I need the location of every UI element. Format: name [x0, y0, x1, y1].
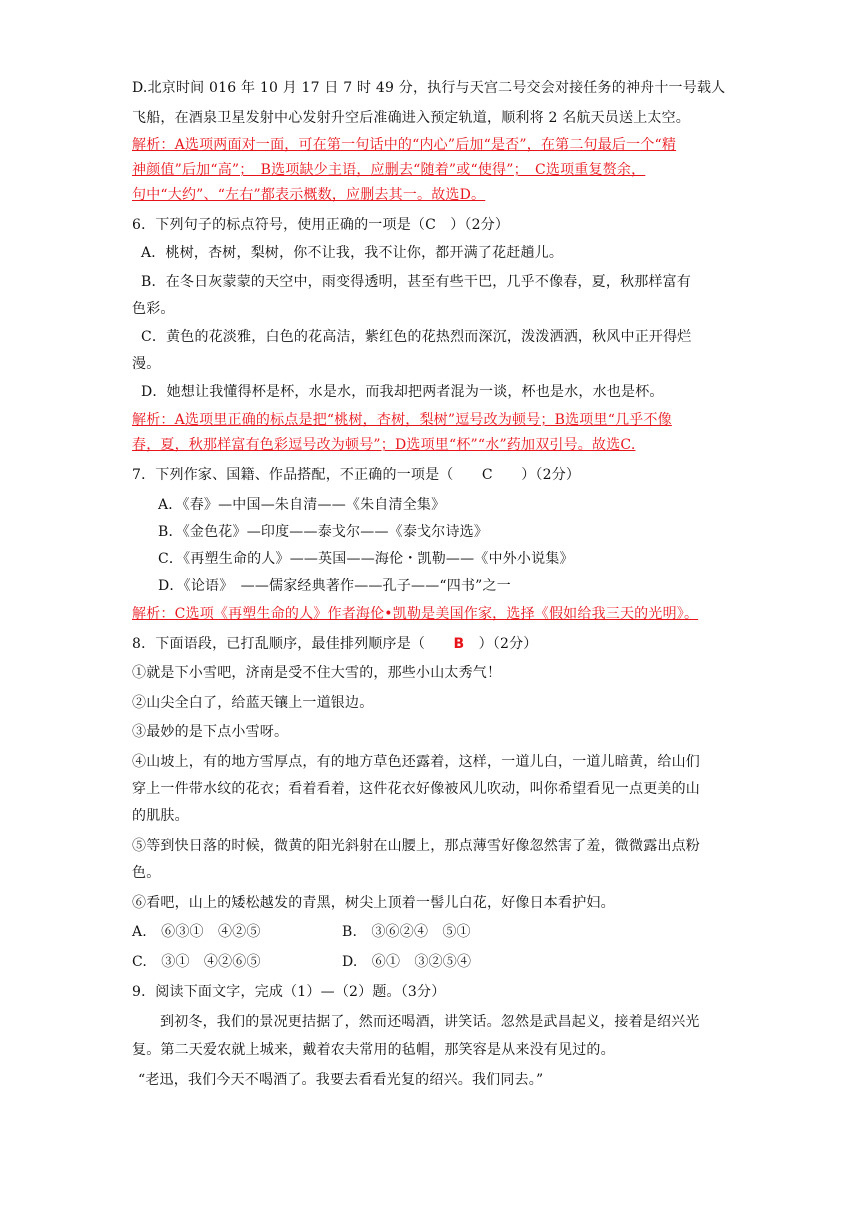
q7-stem: 7．下列作家、国籍、作品搭配，不正确的一项是（ C ）（2分）: [132, 467, 581, 483]
q8-stem-post: ）（2分）: [464, 636, 538, 652]
q6-option-a: A．桃树，杏树，梨树，你不让我，我不让你，都开满了花赶趟儿。: [141, 245, 564, 261]
q8-option-a: A. ⑥③① ④②⑤: [132, 924, 261, 940]
q8-sentence-1: ①就是下小雪吧，济南是受不住大雪的，那些小山太秀气！: [132, 665, 502, 681]
q5-option-d-line1: D.北京时间 016 年 10 月 17 日 7 时 49 分，执行与天宫二号交会对接任务的神舟十一号载人: [132, 80, 726, 96]
q8-option-b: B. ③⑥②④ ⑤①: [342, 924, 471, 940]
q9-passage-p2: “老迅，我们今天不喝酒了。我要去看看光复的绍兴。我们同去。”: [138, 1072, 544, 1088]
q8-sentence-5-line2: 色。: [132, 865, 161, 881]
q7-option-b: B．《金色花》—印度——泰戈尔——《泰戈尔诗选》: [158, 524, 489, 540]
q6-option-c-line1: C．黄色的花淡雅，白色的花高洁，紫红色的花热烈而深沉，泼泼洒洒，秋风中正开得烂: [141, 329, 692, 345]
q5-analysis-line2: 神颜值”后加“高”； B选项缺少主语，应删去“随着”或“使得”； C选项重复赘余，: [132, 162, 646, 178]
q8-sentence-4-line1: ④山坡上，有的地方雪厚点，有的地方草色还露着，这样，一道儿白，一道儿暗黄，给山们: [132, 754, 700, 770]
q5-option-d-line2: 飞船，在酒泉卫星发射中心发射升空后准确进入预定轨道，顺利将 2 名航天员送上太空。: [132, 110, 691, 126]
q8-sentence-5-line1: ⑤等到快日落的时候，微黄的阳光斜射在山腰上，那点薄雪好像忽然害了羞，微微露出点粉: [132, 838, 700, 854]
q7-option-d: D．《论语》 ——儒家经典著作——孔子——“四书”之一: [158, 578, 511, 594]
q6-option-d: D．她想让我懂得杯是杯，水是水，而我却把两者混为一谈，杯也是水，水也是杯。: [141, 384, 664, 400]
q8-sentence-6: ⑥看吧，山上的矮松越发的青黑，树尖上顶着一髻儿白花，好像日本看护妇。: [132, 895, 615, 911]
q7-option-c: C．《再塑生命的人》——英国——海伦・凯勒——《中外小说集》: [158, 551, 574, 567]
q8-sentence-2: ②山尖全白了，给蓝天镶上一道银边。: [132, 695, 374, 711]
q8-sentence-3: ③最妙的是下点小雪呀。: [132, 724, 289, 740]
q8-sentence-4-line3: 的肌肤。: [132, 808, 189, 824]
q6-option-c-line2: 漫。: [132, 356, 161, 372]
q8-option-d: D. ⑥① ③②⑤④: [342, 954, 472, 970]
q9-passage-p1-line2: 复。第二天爱农就上城来，戴着农夫常用的毡帽，那笑容是从来没有见过的。: [132, 1042, 615, 1058]
q8-answer: B: [453, 636, 465, 652]
q8-sentence-4-line2: 穿上一件带水纹的花衣；看着看着，这件花衣好像被风儿吹动，叫你希望看见一点更美的山: [132, 781, 700, 797]
q6-option-b-line2: 色彩。: [132, 301, 175, 317]
q7-option-a: A．《春》—中国—朱自清——《朱自清全集》: [158, 497, 446, 513]
q9-passage-p1-line1: 到初冬，我们的景况更拮据了，然而还喝酒，讲笑话。忽然是武昌起义，接着是绍兴光: [160, 1014, 700, 1030]
q8-stem: [132, 634, 732, 654]
q6-analysis-line2: 春，夏，秋那样富有色彩逗号改为顿号”；D选项里“杯”“水”药加双引号。故选C.: [132, 437, 636, 453]
q5-analysis-line1: 解析：A选项两面对一面，可在第一句话中的“内心”后加“是否”，在第二句最后一个“精: [132, 137, 677, 153]
q9-stem: 9．阅读下面文字，完成（1）—（2）题。（3分）: [132, 984, 446, 1000]
q7-analysis: 解析：C选项《再塑生命的人》作者海伦•凯勒是美国作家，选择《假如给我三天的光明》。: [132, 606, 699, 622]
q6-stem: 6．下列句子的标点符号，使用正确的一项是（C ）（2分）: [132, 217, 510, 233]
q6-analysis-line1: 解析：A选项里正确的标点是把“桃树，杏树，梨树”逗号改为顿号；B选项里“几乎不像: [132, 412, 672, 428]
q8-option-c: C. ③① ④②⑥⑤: [132, 954, 261, 970]
q6-option-b-line1: B．在冬日灰蒙蒙的天空中，雨变得透明，甚至有些干巴，几乎不像春，夏，秋那样富有: [141, 274, 692, 290]
q8-stem-pre: 8．下面语段，已打乱顺序，最佳排列顺序是（: [132, 636, 454, 652]
q5-analysis-line3: 句中“大约”、“左右”都表示概数，应删去其一。故选D。: [132, 187, 486, 203]
